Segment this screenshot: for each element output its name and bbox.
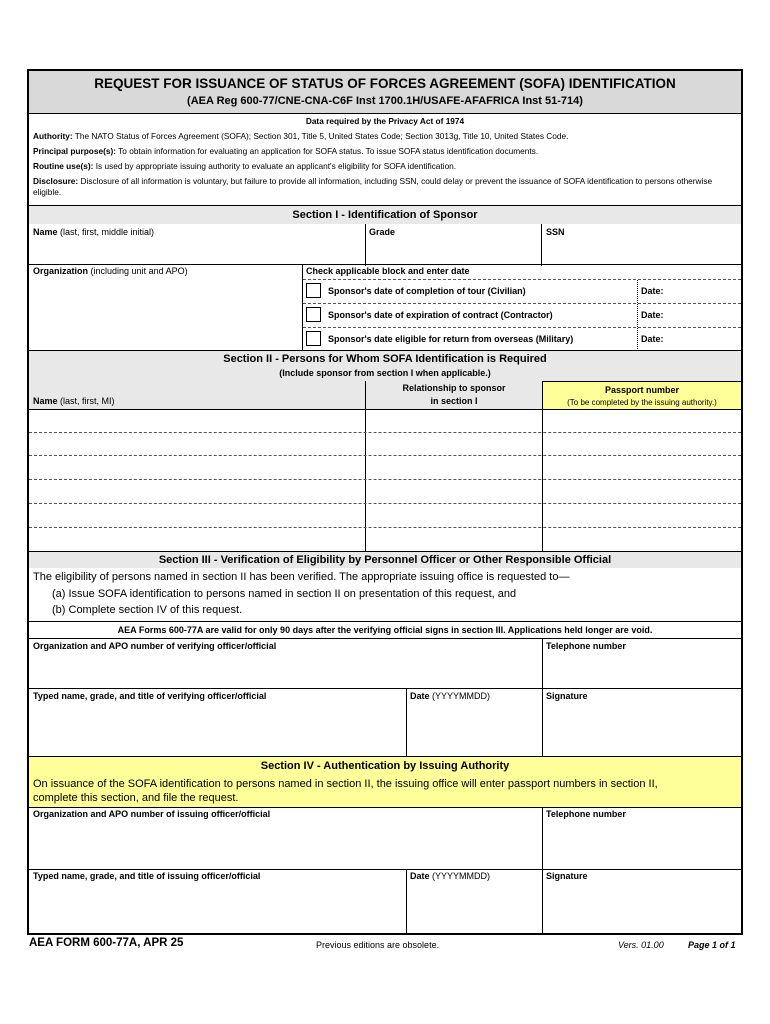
civilian-option-label: Sponsor's date of completion of tour (Civilian) xyxy=(328,286,526,296)
divider xyxy=(406,688,407,756)
divider xyxy=(542,381,741,382)
divider xyxy=(29,621,741,622)
divider xyxy=(29,638,741,639)
form-subtitle: (AEA Reg 600-77/CNE-CNA-C6F Inst 1700.1H/USAFE-AFAFRICA Inst 51-714) xyxy=(187,95,583,107)
verify-date-label-text: Date xyxy=(410,691,430,701)
military-date-label: Date: xyxy=(641,334,664,344)
relationship-label-2: in section I xyxy=(430,396,478,406)
relationship-label-1: Relationship to sponsor xyxy=(402,383,506,393)
civilian-date-label: Date: xyxy=(641,286,664,296)
divider xyxy=(29,264,741,265)
routine-text: Is used by appropriate issuing authority to evaluate an applicant's eligibility for SOFA identification. xyxy=(95,161,457,171)
passport-hint: (To be completed by the issuing authority.) xyxy=(567,398,717,407)
civilian-checkbox[interactable] xyxy=(306,283,321,298)
section3-item-a: (a) Issue SOFA identification to persons named in section II on presentation of this request, and xyxy=(52,588,517,600)
divider xyxy=(542,807,543,869)
verify-date-hint-text: (YYYYMMDD) xyxy=(432,691,491,701)
issue-typed-field[interactable] xyxy=(29,884,405,933)
person-row-4[interactable] xyxy=(29,480,741,502)
sponsor-name-field[interactable] xyxy=(29,240,364,264)
divider xyxy=(542,688,543,756)
name-hint-text: (last, first, middle initial) xyxy=(60,227,155,237)
name-label-text: Name xyxy=(33,227,58,237)
divider xyxy=(29,688,741,689)
authority-label: Authority: xyxy=(33,131,73,141)
passport-label: Passport number xyxy=(604,385,680,395)
military-option-label: Sponsor's date eligible for return from overseas (Military) xyxy=(328,334,574,344)
divider xyxy=(303,279,741,280)
privacy-routine xyxy=(33,161,733,172)
divider xyxy=(29,807,741,808)
privacy-purpose xyxy=(33,146,733,157)
issue-org-field[interactable] xyxy=(29,822,541,868)
grade-label: Grade xyxy=(369,227,396,237)
persons-name-label-text: Name xyxy=(33,396,58,406)
military-checkbox[interactable] xyxy=(306,331,321,346)
person-row-2[interactable] xyxy=(29,433,741,455)
section3-title: Section III - Verification of Eligibility by Personnel Officer or Other Responsible Official xyxy=(158,554,612,566)
purpose-text: To obtain information for evaluating an application for SOFA status. To issue SOFA status identification documents. xyxy=(118,146,539,156)
verify-phone-field[interactable] xyxy=(544,653,740,687)
sponsor-org-field[interactable] xyxy=(29,279,301,349)
sponsor-name-label xyxy=(33,227,154,237)
verify-typed-label: Typed name, grade, and title of verifying officer/official xyxy=(33,691,267,701)
privacy-heading: Data required by the Privacy Act of 1974 xyxy=(305,116,465,126)
divider xyxy=(365,224,366,266)
person-row-3[interactable] xyxy=(29,456,741,478)
divider xyxy=(542,869,543,934)
persons-name-label xyxy=(33,396,115,406)
verify-date-field[interactable] xyxy=(408,704,541,755)
section3-intro: The eligibility of persons named in section II has been verified. The appropriate issuing office is requested to— xyxy=(33,571,570,583)
section4-intro: On issuance of the SOFA identification to persons named in section II, the issuing office will enter passport numbers in section II, complete this section, and file the request. xyxy=(33,778,658,804)
form-title: REQUEST FOR ISSUANCE OF STATUS OF FORCES AGREEMENT (SOFA) IDENTIFICATION xyxy=(94,76,676,91)
page-number: Page 1 of 1 xyxy=(688,940,736,950)
person-row-5[interactable] xyxy=(29,504,741,526)
purpose-label: Principal purpose(s): xyxy=(33,146,116,156)
issue-typed-label: Typed name, grade, and title of issuing officer/official xyxy=(33,871,261,881)
divider xyxy=(29,869,741,870)
contractor-option-label: Sponsor's date of expiration of contract (Contractor) xyxy=(328,310,553,320)
section1-title: Section I - Identification of Sponsor xyxy=(292,209,478,221)
org-hint-text: (including unit and APO) xyxy=(90,266,188,276)
divider xyxy=(541,224,542,266)
section2-subtitle: (Include sponsor from section I when applicable.) xyxy=(279,368,491,378)
verify-typed-field[interactable] xyxy=(29,704,405,755)
divider xyxy=(542,638,543,688)
org-label-text: Organization xyxy=(33,266,89,276)
contractor-date-label: Date: xyxy=(641,310,664,320)
issue-phone-field[interactable] xyxy=(544,822,740,868)
ssn-field[interactable] xyxy=(543,240,739,264)
ssn-label: SSN xyxy=(546,227,565,237)
check-label: Check applicable block and enter date xyxy=(306,266,470,276)
disclosure-text: Disclosure of all information is voluntary, but failure to provide all information, including SSN, could delay or prevent the issuance of SOFA identification to persons otherwise eligible. xyxy=(33,176,713,197)
verify-signature-label: Signature xyxy=(546,691,588,701)
issue-date-hint-text: (YYYYMMDD) xyxy=(432,871,491,881)
privacy-authority xyxy=(33,131,733,142)
military-date-field[interactable] xyxy=(670,329,740,349)
verify-signature-field[interactable] xyxy=(544,704,740,755)
disclosure-label: Disclosure: xyxy=(33,176,79,186)
divider xyxy=(302,264,303,350)
person-row-1[interactable] xyxy=(29,410,741,432)
section3-item-b: (b) Complete section IV of this request. xyxy=(52,604,243,616)
form-id: AEA FORM 600-77A, APR 25 xyxy=(29,937,184,949)
divider xyxy=(29,113,741,114)
divider xyxy=(637,280,638,349)
authority-text: The NATO Status of Forces Agreement (SOFA); Section 301, Title 5, United States Code; Section 3013g, Title 10, United States Code. xyxy=(74,131,569,141)
issue-phone-label: Telephone number xyxy=(546,809,626,819)
divider xyxy=(303,303,741,304)
version-label: Vers. 01.00 xyxy=(618,940,664,950)
verify-phone-label: Telephone number xyxy=(546,641,626,651)
divider xyxy=(406,869,407,934)
obsolete-notice: Previous editions are obsolete. xyxy=(316,940,440,950)
verify-org-field[interactable] xyxy=(29,653,541,687)
issue-org-label: Organization and APO number of issuing officer/official xyxy=(33,809,271,819)
section4-title: Section IV - Authentication by Issuing Authority xyxy=(260,760,510,772)
org-label xyxy=(33,266,188,276)
grade-field[interactable] xyxy=(367,240,539,264)
routine-label: Routine use(s): xyxy=(33,161,94,171)
divider xyxy=(303,327,741,328)
validity-notice: AEA Forms 600-77A are valid for only 90 days after the verifying official signs in section III. Applications held longer are void. xyxy=(117,625,653,635)
civilian-date-field[interactable] xyxy=(670,281,740,301)
persons-name-hint-text: (last, first, MI) xyxy=(60,396,115,406)
verify-org-label: Organization and APO number of verifying officer/official xyxy=(33,641,277,651)
contractor-date-field[interactable] xyxy=(670,305,740,325)
issue-signature-label: Signature xyxy=(546,871,588,881)
section2-title: Section II - Persons for Whom SOFA Identification is Required xyxy=(223,353,547,365)
privacy-disclosure xyxy=(33,176,723,198)
issue-date-label-text: Date xyxy=(410,871,430,881)
contractor-checkbox[interactable] xyxy=(306,307,321,322)
issue-date-field[interactable] xyxy=(408,884,541,933)
person-row-6[interactable] xyxy=(29,528,741,550)
issue-date-label xyxy=(410,871,490,881)
verify-date-label xyxy=(410,691,490,701)
issue-signature-field[interactable] xyxy=(544,884,740,933)
